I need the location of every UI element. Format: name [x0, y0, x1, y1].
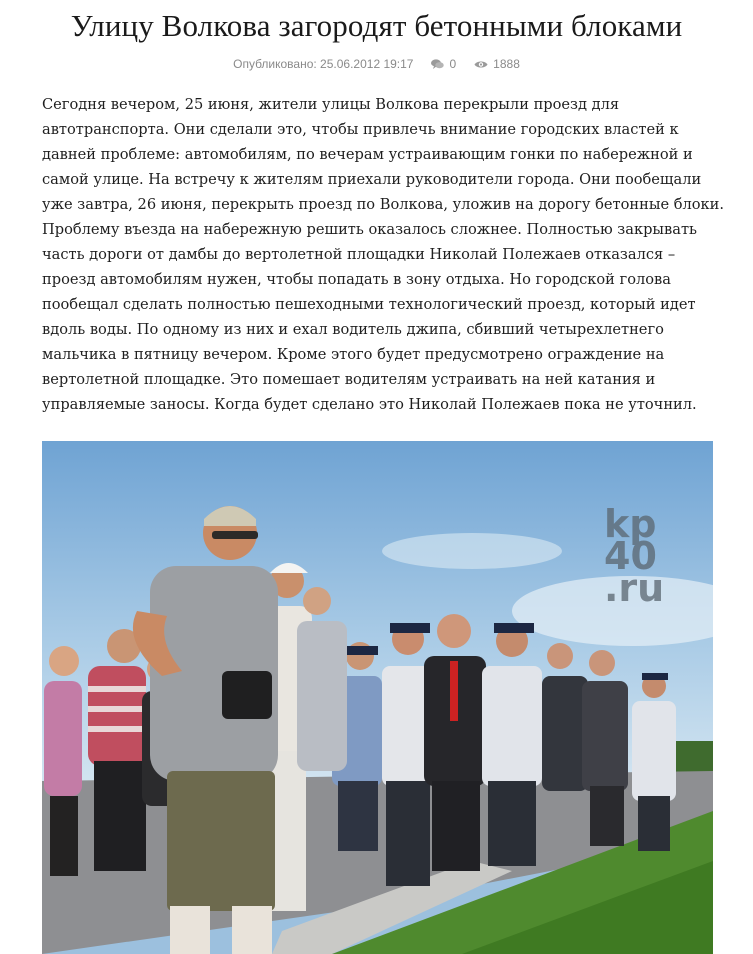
body-line: пообещал сделать полностью пешеходными технологический проезд, который идет [42, 296, 696, 313]
article-meta [0, 57, 753, 71]
published-date [233, 57, 413, 71]
body-line: вертолетной площадке. Это помешает водителям устраивать на ней катания и [42, 371, 656, 388]
photo-illustration [42, 441, 713, 954]
watermark-line-1: kp [604, 502, 657, 546]
body-line: Проблему въезда на набережную решить оказалось сложнее. Полностью закрывать [42, 221, 697, 238]
comment-icon [431, 59, 444, 70]
article-photo[interactable] [42, 441, 713, 954]
views-counter [474, 57, 520, 71]
watermark-line-2: 40 [604, 534, 657, 578]
photo-watermark [604, 502, 664, 610]
eye-icon [474, 60, 488, 69]
body-line: проезд автомобилям нужен, чтобы попадать в зону отдыха. Но городской голова [42, 271, 671, 288]
published-label: Опубликовано: 25.06.2012 19:17 [233, 57, 414, 71]
comments-count: 0 [449, 57, 457, 71]
body-line: управляемые заносы. Когда будет сделано это Николай Полежаев пока не уточнил. [42, 396, 697, 413]
article-body [42, 92, 725, 417]
views-count: 1888 [493, 57, 520, 71]
body-line: Сегодня вечером, 25 июня, жители улицы Волкова перекрыли проезд для [42, 96, 620, 113]
body-line: давней проблеме: автомобилям, по вечерам устраивающим гонки по набережной и [42, 146, 693, 163]
body-line: вдоль воды. По одному из них и ехал водитель джипа, сбивший четырехлетнего [42, 321, 664, 338]
watermark-line-3: .ru [604, 566, 665, 610]
comments-counter[interactable] [431, 57, 456, 71]
body-line: самой улице. На встречу к жителям приехали руководители города. Они пообещали [42, 171, 702, 188]
body-line: мальчика в пятницу вечером. Кроме этого будет предусмотрено ограждение на [42, 346, 665, 363]
body-line: часть дороги от дамбы до вертолетной площадки Николай Полежаев отказался – [42, 246, 676, 263]
body-line: уже завтра, 26 июня, перекрыть проезд по Волкова, уложив на дорогу бетонные блоки. [42, 196, 725, 213]
body-line: автотранспорта. Они сделали это, чтобы привлечь внимание городских властей к [42, 121, 679, 138]
article-title: Улицу Волкова загородят бетонными блоками [70, 8, 683, 43]
